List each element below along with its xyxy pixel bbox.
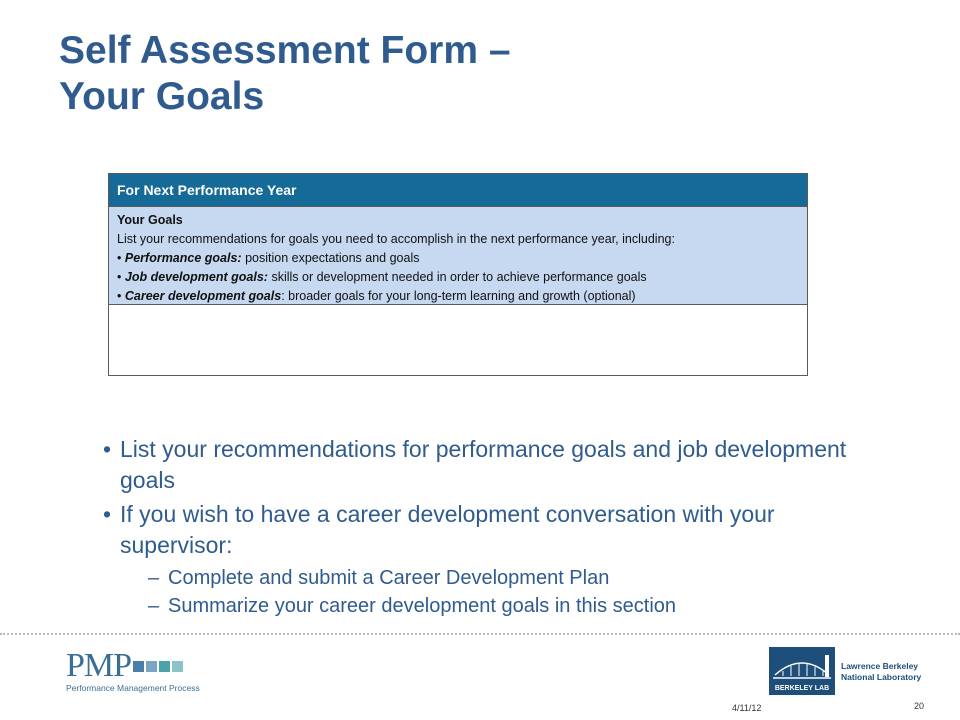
footer-divider (0, 633, 960, 635)
form-item-performance-goals (117, 249, 799, 268)
bullet-marker: • (103, 501, 112, 527)
sub-bullet-text: Summarize your career development goals in this section (168, 595, 677, 617)
berkeley-lab-logo (769, 647, 921, 695)
slide-title (59, 28, 511, 120)
pmp-logo (66, 647, 200, 693)
berkeley-lab-name (841, 661, 921, 683)
form-item-bullet: • (117, 289, 122, 303)
form-heading: Your Goals (117, 213, 183, 227)
sub-bullet-item (103, 564, 883, 592)
berkeley-lab-name-line-1: Lawrence Berkeley (841, 661, 919, 671)
slide-page-number: 20 (914, 701, 925, 711)
bullet-text: If you wish to have a career development conversation with your supervisor: (120, 501, 775, 558)
slide-date: 4/11/12 (732, 703, 762, 713)
form-item-term: Job development goals: (124, 270, 268, 284)
slide-title-line-2: Your Goals (59, 75, 265, 118)
sub-bullet-text: Complete and submit a Career Development Plan (168, 567, 610, 589)
sub-bullet-marker: – (148, 567, 160, 589)
slide-title-line-1: Self Assessment Form – (59, 29, 511, 72)
form-item-career-development-goals (117, 287, 799, 306)
pmp-logo-text: PMP (66, 647, 132, 684)
berkeley-lab-name-line-2: National Laboratory (841, 672, 922, 682)
slide-bullet-list (103, 434, 883, 620)
form-item-text: skills or development needed in order to achieve performance goals (267, 270, 647, 284)
goals-form-table (108, 173, 808, 376)
pmp-logo-subtitle: Performance Management Process (66, 683, 200, 693)
form-item-text: position expectations and goals (241, 251, 420, 265)
sub-bullet-marker: – (148, 595, 160, 617)
form-item-bullet: • (117, 251, 122, 265)
form-header: For Next Performance Year (109, 174, 807, 207)
pmp-logo-squares-icon (133, 659, 185, 677)
berkeley-lab-emblem-icon (769, 647, 835, 695)
form-intro: List your recommendations for goals you need to accomplish in the next performance year, including: (117, 232, 675, 246)
berkeley-lab-emblem-text: BERKELEY LAB (774, 685, 830, 692)
bullet-item (103, 434, 883, 496)
bullet-text: List your recommendations for performance goals and job development goals (120, 436, 847, 493)
form-item-term: Career development goals (124, 289, 282, 303)
bullet-item (103, 499, 883, 561)
form-description (109, 207, 807, 305)
form-item-term: Performance goals: (124, 251, 242, 265)
form-item-text: : broader goals for your long-term learning and growth (optional) (281, 289, 636, 303)
form-item-bullet: • (117, 270, 122, 284)
form-item-job-development-goals (117, 268, 799, 287)
bullet-marker: • (103, 436, 112, 462)
goals-response-area[interactable] (109, 305, 807, 375)
sub-bullet-item (103, 592, 883, 620)
